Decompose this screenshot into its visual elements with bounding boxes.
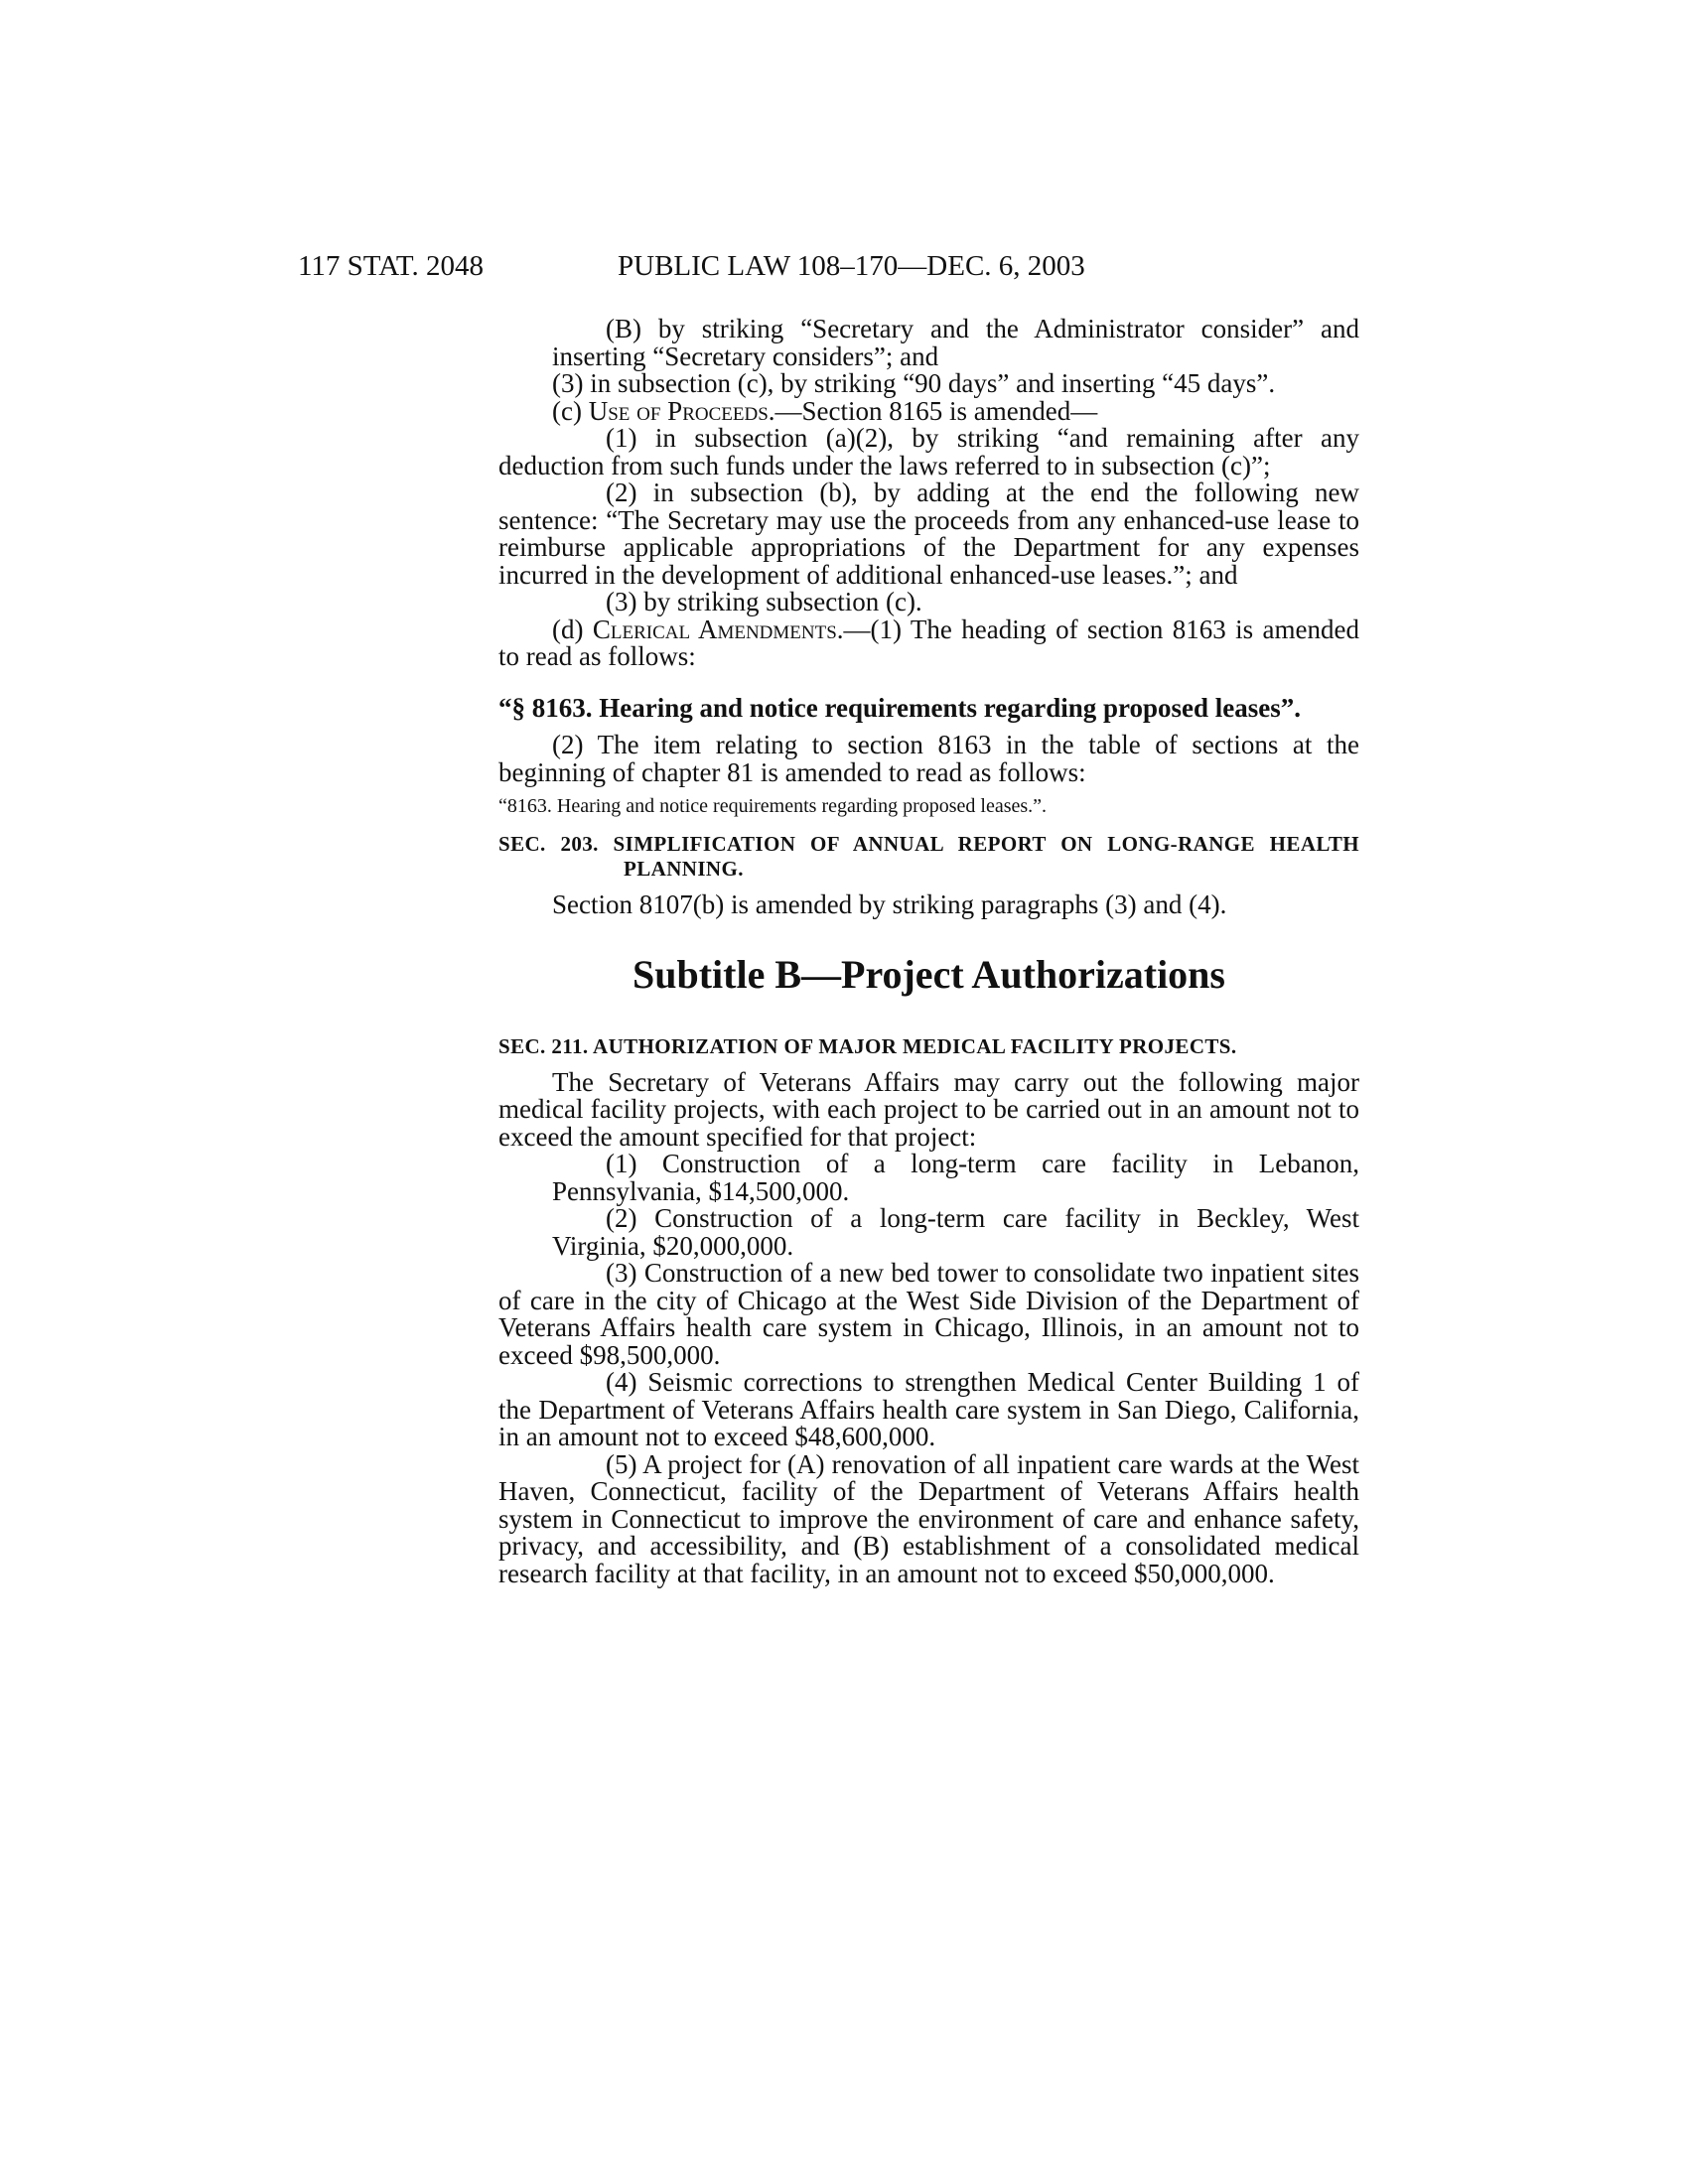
subsection-c-paragraph-2: (2) in subsection (b), by adding at the end the following new sentence: “The Secretary may use the proceeds from any enhanced-use lease to reimburse applicable appropriations of the Department for any expenses incurred in the development of additional enhanced-use leases.”; and xyxy=(498,478,1359,590)
project-item: (3) Construction of a new bed tower to consolidate two inpatient sites of care in the city of Chicago at the West Side Division of the Department of Veterans Affairs health care system in Chicago, Illinois, in an amount not to exceed $98,500,000. xyxy=(498,1258,1359,1370)
document-body xyxy=(498,316,1359,1587)
quoted-section-heading: “§ 8163. Hearing and notice requirements regarding proposed leases”. xyxy=(498,692,1301,723)
section-211-heading: SEC. 211. AUTHORIZATION OF MAJOR MEDICAL FACILITY PROJECTS. xyxy=(498,1033,1237,1058)
subsection-c-paragraph-1: (1) in subsection (a)(2), by striking “and remaining after any deduction from such funds under the laws referred to in subsection (c)”; xyxy=(498,423,1359,480)
table-of-sections-item: “8163. Hearing and notice requirements regarding proposed leases.”. xyxy=(498,795,1048,817)
project-item: (5) A project for (A) renovation of all inpatient care wards at the West Haven, Connecticut, facility of the Department of Veterans Affairs health system in Connecticut to improve the environment of care and enhance safety, privacy, and accessibility, and (B) establishment of a consolidated medical research facility at that facility, in an amount not to exceed $50,000,000. xyxy=(498,1448,1359,1588)
running-header xyxy=(298,250,1390,290)
subsection-d-caption: Clerical Amendments xyxy=(592,614,837,644)
subsection-d-text: .—(1) The heading of section 8163 is amended to read as follows: xyxy=(498,614,1359,671)
project-item: (1) Construction of a long-term care facility in Lebanon, Pennsylvania, $14,500,000. xyxy=(552,1149,1359,1206)
project-item: (2) Construction of a long-term care facility in Beckley, West Virginia, $20,000,000. xyxy=(552,1203,1359,1261)
subsection-d-paragraph-2: (2) The item relating to section 8163 in the table of sections at the beginning of chapter 81 is amended to read as follows: xyxy=(498,730,1359,787)
subsection-d xyxy=(498,616,1359,671)
subsection-c-text: .—Section 8165 is amended— xyxy=(768,395,1098,426)
project-item: (4) Seismic corrections to strengthen Medical Center Building 1 of the Department of Veterans Affairs health care system in San Diego, California, in an amount not to exceed $48,600,000. xyxy=(498,1367,1359,1451)
section-203-heading: SEC. 203. SIMPLIFICATION OF ANNUAL REPORT ON LONG-RANGE HEALTH PLANNING. xyxy=(498,832,1359,881)
stat-page-number: 117 STAT. 2048 xyxy=(298,250,484,282)
subsection-d-label: (d) xyxy=(552,614,593,644)
subtitle-heading: Subtitle B—Project Authorizations xyxy=(632,951,1225,997)
amendment-paragraph-3-text: (3) in subsection (c), by striking “90 days” and inserting “45 days”. xyxy=(552,368,1276,398)
amendment-clause-b: (B) by striking “Secretary and the Administrator consider” and inserting “Secretary considers”; and xyxy=(552,314,1359,371)
subsection-c-paragraph-3: (3) by striking subsection (c). xyxy=(606,587,922,616)
subsection-c-caption: Use of Proceeds xyxy=(588,395,769,426)
amendment-paragraph-3 xyxy=(498,370,1359,398)
section-211-intro: The Secretary of Veterans Affairs may carry out the following major medical facility projects, with each project to be carried out in an amount not to exceed the amount specified for that project: xyxy=(498,1066,1359,1152)
section-203-text: Section 8107(b) is amended by striking paragraphs (3) and (4). xyxy=(552,889,1227,919)
subsection-c-label: (c) xyxy=(552,395,589,426)
subsection-c xyxy=(498,395,1359,426)
public-law-citation: PUBLIC LAW 108–170—DEC. 6, 2003 xyxy=(618,250,1085,282)
